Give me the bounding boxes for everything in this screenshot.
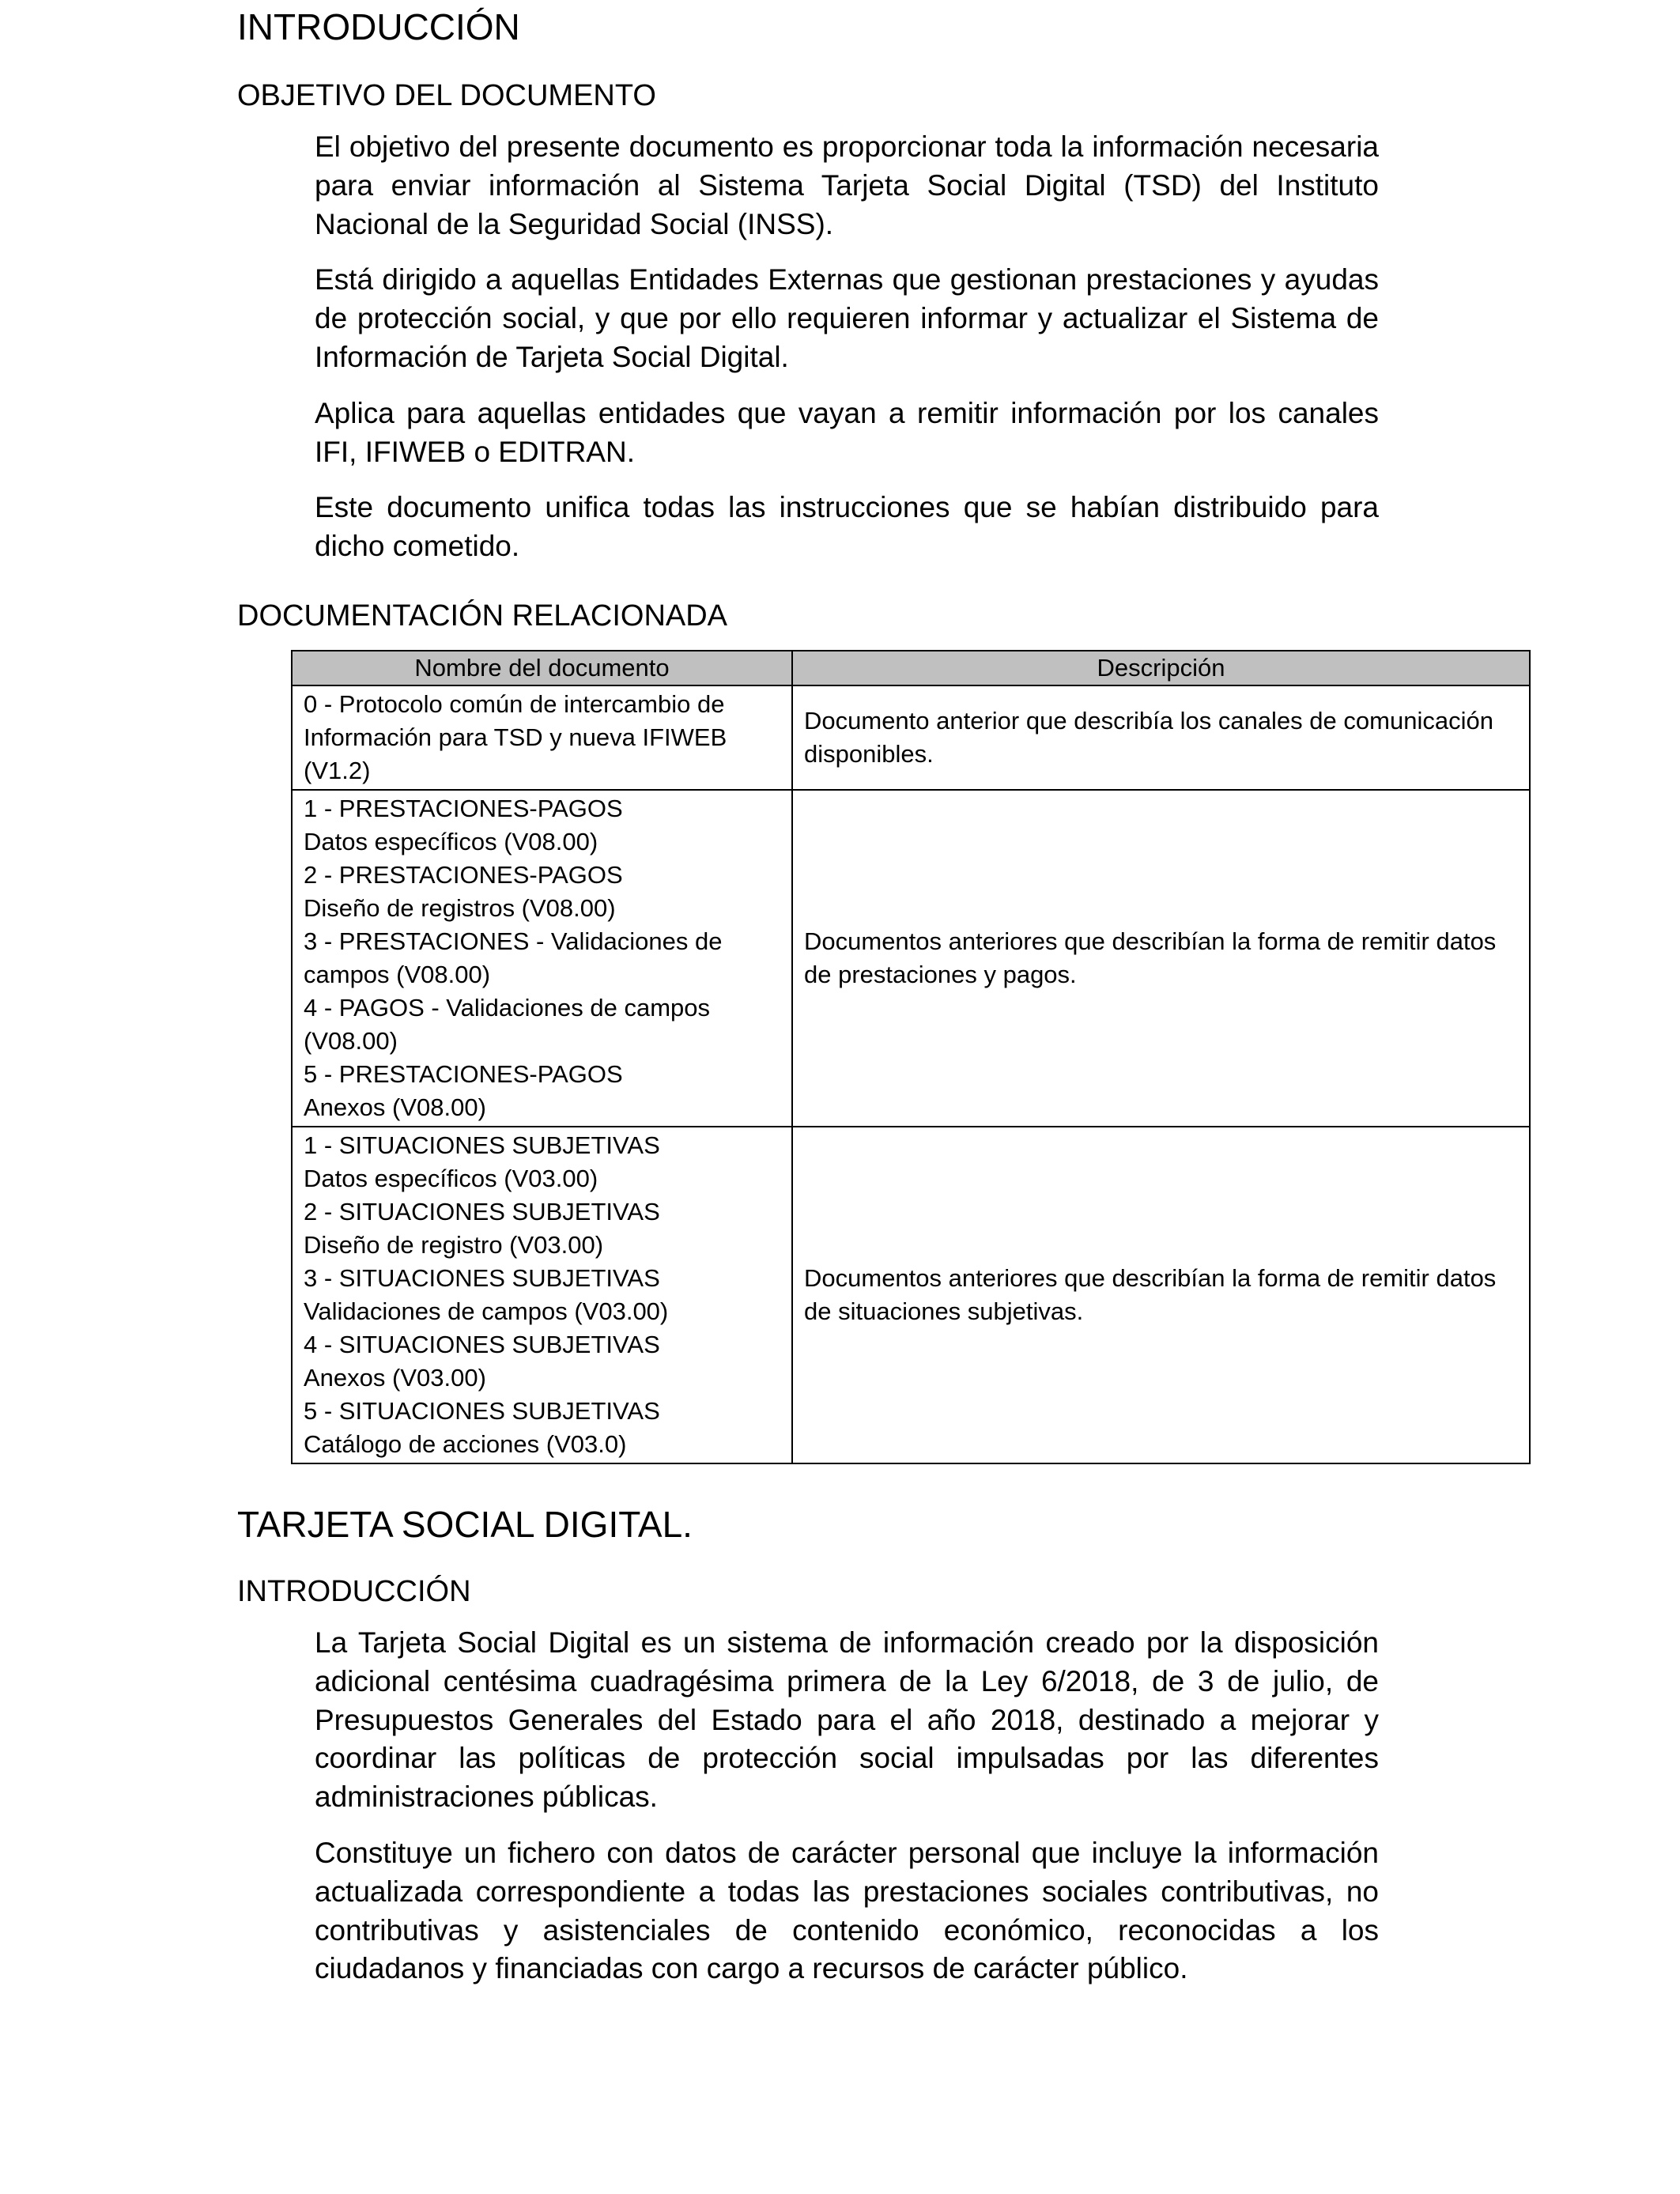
document-name-cell (292, 685, 792, 790)
document-description-cell: Documento anterior que describía los canales de comunicación disponibles. (792, 685, 1530, 790)
paragraph: Constituye un fichero con datos de carácter personal que incluye la información actualizada correspondiente a todas las prestaciones sociales contributivas, no contributivas y asistenciales de contenido económico, reconocidas a los ciudadanos y financiadas con cargo a recursos de carácter público. (315, 1836, 1379, 1985)
table-row (292, 1127, 1530, 1463)
paragraph: El objetivo del presente documento es proporcionar toda la información necesaria para enviar información al Sistema Tarjeta Social Digital (TSD) del Instituto Nacional de la Seguridad Social (INSS). (315, 130, 1379, 240)
document-name-cell (292, 790, 792, 1127)
paragraph: Aplica para aquellas entidades que vayan a remitir información por los canales IFI, IFIWEB o EDITRAN. (315, 396, 1379, 468)
heading-introduccion: INTRODUCCIÓN (237, 1575, 471, 1608)
document-name-line: Anexos (V03.00) (304, 1364, 486, 1392)
document-name-line: 3 - SITUACIONES SUBJETIVAS (304, 1264, 660, 1292)
document-name-line: 2 - SITUACIONES SUBJETIVAS (304, 1198, 660, 1225)
heading-documentacion: DOCUMENTACIÓN RELACIONADA (237, 599, 728, 633)
documentation-table (291, 650, 1531, 1464)
document-name-line: 2 - PRESTACIONES-PAGOS (304, 861, 623, 889)
document-name-line: 4 - PAGOS - Validaciones de campos (304, 994, 711, 1021)
document-name-line: Datos específicos (V03.00) (304, 1165, 598, 1192)
introduccion-paragraphs (315, 1624, 1379, 1988)
document-name-line: Diseño de registro (V03.00) (304, 1231, 604, 1259)
table-row (292, 685, 1530, 790)
document-name-line: 3 - PRESTACIONES - Validaciones de (304, 927, 723, 955)
section-title-tarjeta-social-digital: TARJETA SOCIAL DIGITAL. (237, 1504, 693, 1545)
document-name-line: 5 - SITUACIONES SUBJETIVAS (304, 1397, 660, 1425)
document-name-line: Datos específicos (V08.00) (304, 828, 598, 855)
table-header-row (292, 651, 1530, 685)
document-name-line: Validaciones de campos (V03.00) (304, 1297, 669, 1325)
document-name-line: (V1.2) (304, 757, 371, 784)
document-name-line: (V08.00) (304, 1027, 398, 1055)
document-name-line: Catálogo de acciones (V03.0) (304, 1430, 627, 1458)
paragraph: Está dirigido a aquellas Entidades Externas que gestionan prestaciones y ayudas de protección social, y que por ello requieren informar y actualizar el Sistema de Información de Tarjeta Social Digital. (315, 263, 1379, 373)
objetivo-paragraphs (315, 128, 1379, 566)
document-description-cell: Documentos anteriores que describían la forma de remitir datos de situaciones subjetivas. (792, 1127, 1530, 1463)
document-name-line: 0 - Protocolo común de intercambio de (304, 690, 725, 718)
heading-objetivo: OBJETIVO DEL DOCUMENTO (237, 79, 656, 112)
document-name-cell (292, 1127, 792, 1463)
column-header-name: Nombre del documento (292, 651, 792, 685)
paragraph: Este documento unifica todas las instrucciones que se habían distribuido para dicho cometido. (315, 491, 1379, 563)
document-name-line: 1 - PRESTACIONES-PAGOS (304, 795, 623, 822)
document-name-line: 4 - SITUACIONES SUBJETIVAS (304, 1331, 660, 1358)
document-name-line: campos (V08.00) (304, 961, 491, 988)
section-title-introduccion: INTRODUCCIÓN (237, 6, 520, 47)
document-name-line: 5 - PRESTACIONES-PAGOS (304, 1060, 623, 1088)
document-name-line: Diseño de registros (V08.00) (304, 894, 616, 922)
column-header-description: Descripción (792, 651, 1530, 685)
document-name-line: Información para TSD y nueva IFIWEB (304, 723, 727, 751)
document-description-cell: Documentos anteriores que describían la forma de remitir datos de prestaciones y pagos. (792, 790, 1530, 1127)
document-name-line: Anexos (V08.00) (304, 1093, 486, 1121)
paragraph: La Tarjeta Social Digital es un sistema de información creado por la disposición adicional centésima cuadragésima primera de la Ley 6/2018, de 3 de julio, de Presupuestos Generales del Estado para el año 2018, destinado a mejorar y coordinar las políticas de protección social impulsadas por las diferentes administraciones públicas. (315, 1626, 1379, 1814)
document-name-line: 1 - SITUACIONES SUBJETIVAS (304, 1131, 660, 1159)
table-row (292, 790, 1530, 1127)
